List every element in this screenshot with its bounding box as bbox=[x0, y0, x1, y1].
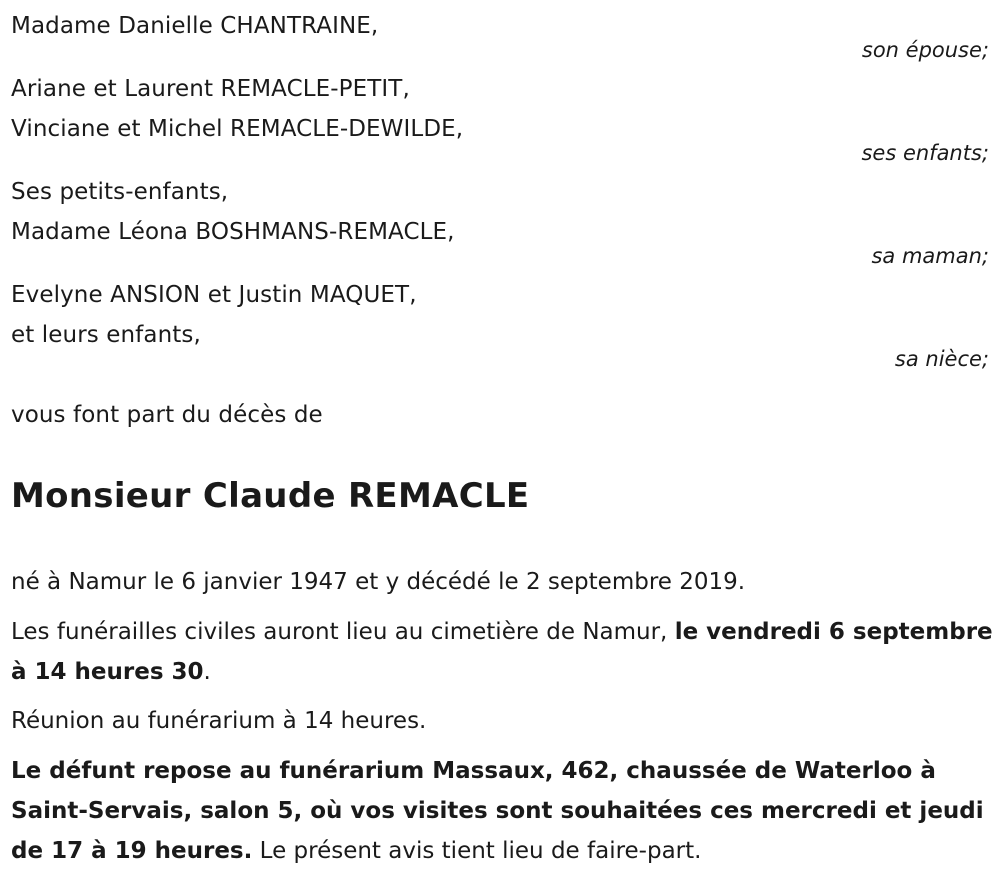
rest-location: Le défunt repose au funérarium Massaux, 462, chaussée de Waterloo à Saint-Servais, salon 5, où vos visites sont souhaitées ces mercredi et jeudi de 17 à 19 heures. bbox=[11, 758, 984, 864]
niece-name: Evelyne ANSION et Justin MAQUET, bbox=[11, 282, 417, 308]
children-relation: ses enfants; bbox=[861, 141, 989, 165]
birth-death-text: né à Namur le 6 janvier 1947 et y décédé le 2 septembre 2019. bbox=[11, 569, 746, 595]
child-name-2: Vinciane et Michel REMACLE-DEWILDE, bbox=[11, 116, 464, 142]
niece-relation: sa nièce; bbox=[894, 347, 989, 371]
rest-notice: Le présent avis tient lieu de faire-part. bbox=[252, 838, 702, 864]
funeral-end: . bbox=[203, 659, 211, 685]
grandchildren-line: Ses petits-enfants, bbox=[11, 179, 229, 205]
rest-paragraph bbox=[11, 751, 996, 871]
mother-name: Madame Léona BOSHMANS-REMACLE, bbox=[11, 219, 455, 245]
funeral-intro: Les funérailles civiles auront lieu au cimetière de Namur, bbox=[11, 619, 675, 645]
spouse-relation: son épouse; bbox=[861, 38, 989, 62]
announcement-text: vous font part du décès de bbox=[11, 402, 323, 428]
child-name-1: Ariane et Laurent REMACLE-PETIT, bbox=[11, 76, 410, 102]
deceased-name: Monsieur Claude REMACLE bbox=[11, 476, 530, 516]
spouse-name: Madame Danielle CHANTRAINE, bbox=[11, 13, 379, 39]
funeral-paragraph bbox=[11, 612, 996, 692]
mother-relation: sa maman; bbox=[871, 244, 989, 268]
niece-children-line: et leurs enfants, bbox=[11, 322, 201, 348]
funeral-datetime: le vendredi 6 septembre à 14 heures 30 bbox=[11, 619, 993, 685]
reunion-text: Réunion au funérarium à 14 heures. bbox=[11, 708, 427, 734]
